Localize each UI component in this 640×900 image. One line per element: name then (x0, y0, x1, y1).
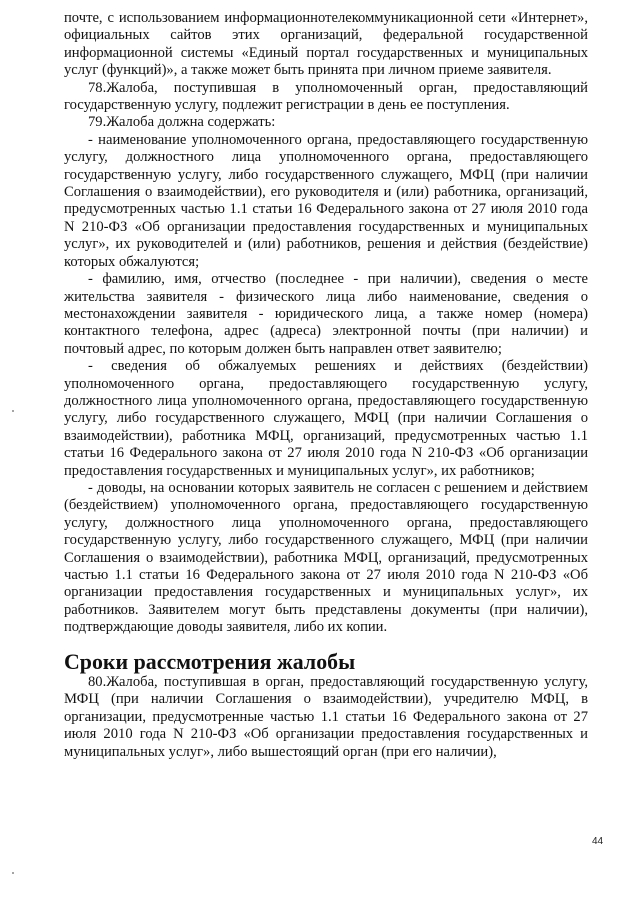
section-heading: Сроки рассмотрения жалобы (64, 648, 356, 674)
paragraph-78-registration: 78.Жалоба, поступившая в уполномоченный орган, предоставляющий государственную услугу, подлежит регистрации в день ее поступления. (64, 79, 588, 114)
list-item-applicant-details: - фамилию, имя, отчество (последнее - при наличии), сведения о месте жительства заявителя - физического лица либо наименование, сведения о местонахождении заявителя - юридического лица, а также номер (номера) контактного телефона, адрес (адреса) электронной почты (при наличии) и почтовый адрес, по которым должен быть направлен ответ заявителю; (64, 271, 588, 357)
paragraph-79-contents: 79.Жалоба должна содержать: (88, 114, 276, 131)
list-item-arguments: - доводы, на основании которых заявитель не согласен с решением и действием (бездействием) уполномоченного органа, предоставляющего государственную услугу, должностного лица уполномоченного органа, предоставляющего государственную услугу, либо государственного служащего, МФЦ (при наличии Соглашения о взаимодействии), работника МФЦ, организаций, предусмотренных частью 1.1 статьи 16 Федерального закона от 27 июля 2010 года N 210-ФЗ «Об организации предоставления государственных и муниципальных услуг», их работников. Заявителем могут быть представлены документы (при наличии), подтверждающие доводы заявителя, либо их копии. (64, 479, 588, 636)
document-page (64, 10, 588, 761)
list-item-authority-name: - наименование уполномоченного органа, предоставляющего государственную услугу, должностного лица уполномоченного органа, предоставляющего государственную услугу, либо государственного служащего, МФЦ (при наличии Соглашения о взаимодействии), его руководителя и (или) работника, организаций, предусмотренных частью 1.1 статьи 16 Федерального закона от 27 июля 2010 года N 210-ФЗ «Об организации предоставления государственных и муниципальных услуг», их руководителей и (или) работников, решения и действия (бездействие) которых обжалуются; (64, 131, 588, 270)
page-number: 44 (592, 836, 604, 847)
paragraph-submission-channels: почте, с использованием информационнотелекоммуникационной сети «Интернет», официальных сайтов этих организаций, федеральной государственной информационной системы «Единый портал государственных и муниципальных услуг (функций)», а также может быть принята при личном приеме заявителя. (64, 10, 588, 79)
paragraph-80-review-terms: 80.Жалоба, поступившая в орган, предоставляющий государственную услугу, МФЦ (при наличии Соглашения о взаимодействии), учредителю МФЦ, в организации, предусмотренные частью 1.1 статьи 16 Федерального закона от 27 июля 2010 года N 210-ФЗ «Об организации предоставления государственных и муниципальных услуг», либо вышестоящий орган (при его наличии), (64, 674, 588, 760)
scan-speck (12, 872, 14, 874)
scan-speck (12, 410, 14, 412)
list-item-appealed-decisions: - сведения об обжалуемых решениях и действиях (бездействии) уполномоченного органа, предоставляющего государственную услугу, должностного лица уполномоченного органа, предоставляющего государственную услугу, либо государственного служащего, МФЦ (при наличии Соглашения о взаимодействии), работника МФЦ, организаций, предусмотренных частью 1.1 статьи 16 Федерального закона от 27 июля 2010 года N 210-ФЗ «Об организации предоставления государственных и муниципальных услуг», их работников; (64, 358, 588, 479)
